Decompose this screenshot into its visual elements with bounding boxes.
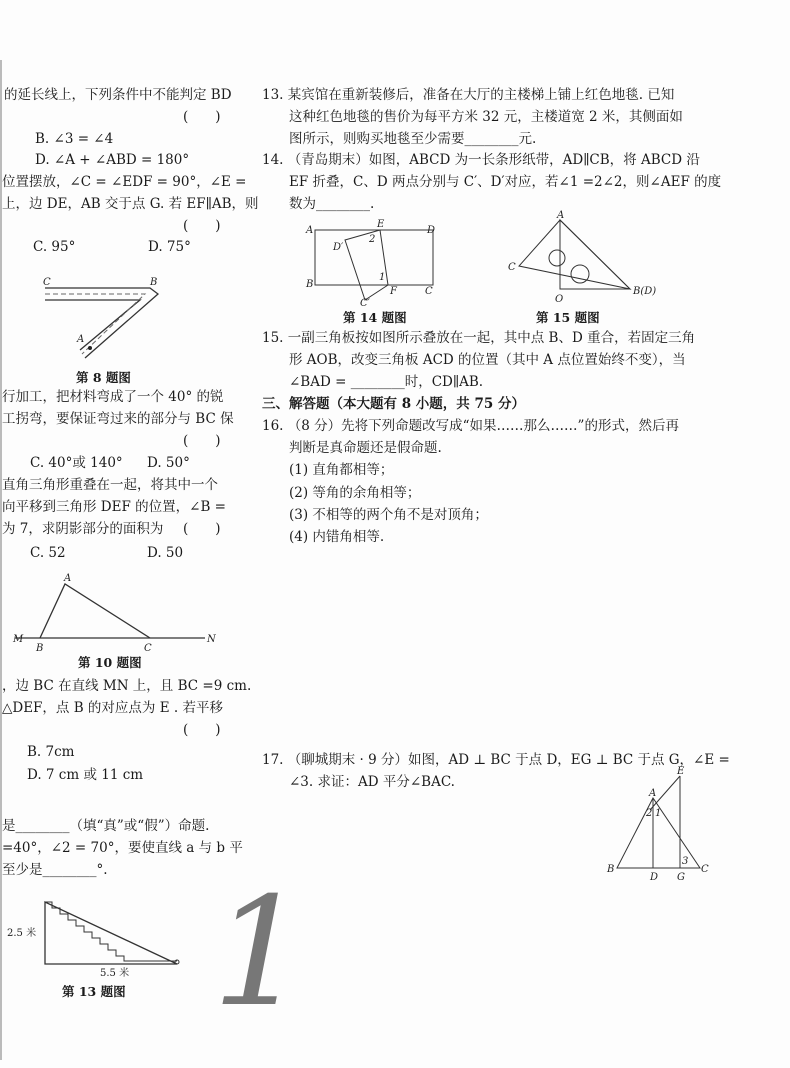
fig10-label-c: C [144, 643, 152, 654]
fig8-caption: 第 8 题图 [76, 370, 131, 385]
fig15-label-c: C [508, 262, 516, 273]
fig10-label-a: A [64, 573, 72, 584]
answer-paren: ( ) [183, 218, 221, 234]
fig17-label-d: D [650, 872, 659, 883]
fig17-label-b: B [607, 864, 615, 875]
fig8-label-b: B [150, 277, 158, 288]
q16-line2: 判断是真命题还是假命题. [289, 440, 442, 456]
fig10-caption: 第 10 题图 [78, 655, 142, 670]
fig15-label-o: O [555, 294, 564, 305]
page-number: 1 [212, 866, 308, 1040]
fig14-caption: 第 14 题图 [343, 310, 407, 325]
fig10-label-m: M [13, 634, 24, 645]
q14-line1: 14. （青岛期末）如图，ABCD 为一长条形纸带，AD∥CB，将 ABCD 沿 [262, 152, 700, 168]
q8-line2: 上，边 DE，AB 交于点 G. 若 EF∥AB，则 [2, 196, 259, 212]
fig14-label-d: D [427, 225, 436, 236]
figure-10 [10, 572, 220, 652]
answer-paren: ( ) [183, 109, 221, 125]
q7-option-b: B. ∠3 = ∠4 [35, 131, 114, 147]
fig14-angle-1: 1 [379, 272, 386, 283]
fig17-label-e: E [677, 766, 685, 777]
q7-option-d: D. ∠A + ∠ABD = 180° [35, 152, 190, 168]
q13-line1: 13. 某宾馆在重新装修后，准备在大厅的主楼梯上铺上红色地毯. 已知 [262, 87, 675, 103]
q16-item: (4) 内错角相等. [289, 529, 385, 545]
q9-option-c: C. 40°或 140° [30, 455, 123, 471]
q15-line2: 形 AOB，改变三角板 ACD 的位置（其中 A 点位置始终不变），当 [289, 352, 686, 368]
fig15-label-a: A [557, 210, 565, 221]
q14-line2: EF 折叠，C、D 两点分别与 C′、D′对应，若∠1 =2∠2，则∠AEF 的度 [289, 174, 722, 190]
fig13-height-label: 2.5 米 [7, 928, 37, 939]
figure-15 [505, 210, 665, 305]
q10-line2: 向平移到三角形 DEF 的位置，∠B = [2, 499, 226, 515]
q10-line3: 为 7，求阴影部分的面积为 [2, 521, 164, 537]
q11-option-d: D. 7 cm 或 11 cm [27, 767, 144, 783]
figure-17 [605, 768, 715, 883]
q9-option-d: D. 50° [147, 455, 190, 471]
fig17-label-g: G [677, 872, 685, 883]
fig10-label-n: N [207, 634, 216, 645]
fig17-label-a: A [649, 788, 657, 799]
q11-option-b: B. 7cm [27, 744, 75, 760]
q13-line3: 图所示，则购买地毯至少需要________元. [289, 131, 537, 147]
fig14-label-a: A [306, 225, 314, 236]
q16-item: (1) 直角都相等； [289, 462, 394, 478]
fig17-angle-2: 2 [646, 808, 653, 819]
fig14-label-e: E [377, 219, 385, 230]
fig8-label-a: A [77, 334, 85, 345]
fig17-angle-1: 1 [655, 808, 662, 819]
q11-line1: ，边 BC 在直线 MN 上，且 BC =9 cm. [2, 678, 252, 694]
fig14-label-cprime: C′ [360, 298, 370, 309]
fig15-caption: 第 15 题图 [536, 310, 600, 325]
q8-line1: 位置摆放，∠C = ∠EDF = 90°，∠E = [2, 174, 247, 190]
figure-13-staircase [5, 898, 195, 978]
fig17-label-c: C [701, 864, 709, 875]
q16-item: (2) 等角的余角相等； [289, 485, 421, 501]
q15-line1: 15. 一副三角板按如图所示叠放在一起，其中点 B、D 重合，若固定三角 [262, 330, 696, 346]
q13-line2: 这种红色地毯的售价为每平方米 32 元，主楼道宽 2 米，其侧面如 [289, 109, 683, 125]
q8-option-d: D. 75° [148, 239, 191, 255]
fig14-label-f: F [390, 286, 397, 297]
fig14-label-c: C [425, 286, 433, 297]
figure-14 [305, 219, 445, 309]
q8-option-c: C. 95° [33, 239, 76, 255]
fig10-label-b: B [36, 643, 44, 654]
q10-option-d: D. 50 [147, 545, 184, 561]
q10-option-c: C. 52 [30, 545, 66, 561]
q9-line1: 行加工，把材料弯成了一个 40° 的锐 [2, 389, 224, 405]
q17-line2: ∠3. 求证：AD 平分∠BAC. [289, 774, 455, 790]
answer-paren: ( ) [183, 433, 221, 449]
fig8-label-c: C [43, 277, 51, 288]
fig14-label-dprime: D′ [333, 242, 344, 253]
fig14-angle-2: 2 [369, 234, 376, 245]
fig17-angle-3: 3 [682, 856, 689, 867]
q15-line3: ∠BAD = ________时，CD∥AB. [289, 374, 484, 390]
fig13-caption: 第 13 题图 [62, 984, 126, 999]
q7-line1: 的延长线上，下列条件中不能判定 BD [4, 87, 232, 103]
figure-8 [40, 278, 170, 368]
q12-line2: =40°，∠2 = 70°，要使直线 a 与 b 平 [2, 840, 243, 856]
answer-paren: ( ) [183, 722, 221, 738]
q12-line3: 至少是________°. [2, 862, 108, 878]
q11-line2: △DEF，点 B 的对应点为 E . 若平移 [2, 700, 223, 716]
q16-item: (3) 不相等的两个角不是对顶角； [289, 507, 488, 523]
q12-line1: 是________（填“真”或“假”）命题. [2, 818, 210, 834]
section-3-heading: 三、解答题（本大题有 8 小题，共 75 分） [262, 396, 525, 412]
q16-line1: 16. （8 分）先将下列命题改写成“如果……那么……”的形式，然后再 [262, 418, 679, 434]
q17-line1: 17. （聊城期末 · 9 分）如图，AD ⊥ BC 于点 D，EG ⊥ BC 于点 G，∠E = [262, 752, 730, 768]
fig13-width-label: 5.5 米 [100, 968, 130, 979]
q10-line1: 直角三角形重叠在一起，将其中一个 [2, 477, 218, 493]
q9-line2: 工拐弯，要保证弯过来的部分与 BC 保 [2, 411, 234, 427]
fig15-label-bd: B(D) [633, 286, 657, 297]
answer-paren: ( ) [183, 521, 221, 537]
q14-line3: 数为________. [289, 196, 375, 212]
fig14-label-b: B [306, 279, 314, 290]
